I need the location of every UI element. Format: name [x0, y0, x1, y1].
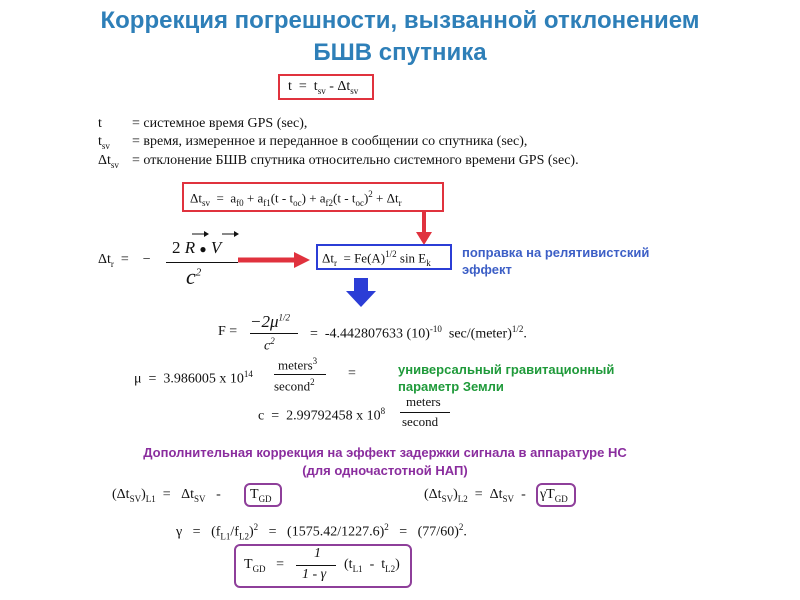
def-dtsv-text: = отклонение БШВ спутника относительно системного времени GPS (sec).	[132, 153, 579, 168]
L1-lhs: $(\Delta t_{SV})_{L1} = \Delta t_{SV}$ -	[112, 487, 221, 504]
note-relativistic-2: эффект	[462, 262, 512, 277]
note-mu-2: параметр Земли	[398, 379, 504, 394]
def-dtsv-symbol: $\Delta t_{sv}$	[98, 153, 119, 170]
mu-denominator: second$^2$	[274, 377, 315, 394]
arrow-down-blue-icon	[344, 278, 378, 308]
arrow-right-red-icon	[236, 250, 312, 270]
mu-lhs: μ = 3.986005 x $10^{14}$	[134, 369, 253, 387]
def-t-text: = системное время GPS (sec),	[132, 116, 308, 131]
title-line-2: БШВ спутника	[313, 39, 487, 66]
vector-arrows-icon	[188, 228, 248, 240]
L2-lhs: $(\Delta t_{SV})_{L2} = \Delta t_{SV}$ -	[424, 487, 526, 504]
tgd-denominator: 1 - γ	[302, 567, 327, 582]
F-rhs: = -4.442807633 $(10)^{-10}$ sec/(meter)$^{1/2}$.	[310, 324, 527, 342]
title-line-1: Коррекция погрешности, вызванной отклонением	[100, 7, 700, 34]
gamma-equation: $\gamma = (f_{L1}/f_{L2})^2 = (1575.42/1227.6)^2 = (77/60)^2$.	[176, 522, 467, 542]
dtr-numerator: 2 R ● V	[172, 238, 222, 257]
tgd-lhs: $T_{GD}$ =	[244, 557, 284, 574]
F-numerator: $-2\mu^{1/2}$	[250, 312, 291, 331]
mu-equals: =	[348, 366, 356, 381]
L2-gamma-tgd: $\gamma T_{GD}$	[540, 487, 568, 504]
c-fraction-line	[400, 412, 450, 413]
note-mu-1: универсальный гравитационный	[398, 362, 615, 377]
c-denominator: second	[402, 414, 439, 429]
F-denominator: $c^2$	[264, 336, 275, 354]
note-extra-1: Дополнительная коррекция на эффект задержки сигнала в аппаратуре НС	[143, 445, 627, 460]
clock-equation: $\Delta t_{sv} = a_{f0} + a_{f1}(t - t_{oc}) + a_{f2}(t - t_{oc})^2 + \Delta t_r$	[190, 189, 402, 208]
dtr-box-equation: $\Delta t_r = Fe(A)^{1/2}$ $\sin E_k$	[322, 249, 431, 268]
def-t-symbol: t	[98, 116, 102, 131]
note-extra-2: (для одночастотной НАП)	[302, 463, 468, 478]
c-numerator: meters	[406, 394, 441, 409]
arrow-down-red-icon	[414, 212, 434, 246]
F-fraction-line	[250, 333, 298, 334]
L1-tgd: $T_{GD}$	[250, 487, 272, 504]
dtr-lhs: $\Delta t_r$ = −	[98, 252, 151, 269]
note-relativistic-1: поправка на релятивистский	[462, 245, 650, 260]
c-lhs: c = 2.99792458 x $10^8$	[258, 406, 386, 424]
def-tsv-symbol: $t_{sv}$	[98, 134, 110, 151]
tgd-rhs: $(t_{L1} - t_{L2})$	[344, 557, 400, 574]
tgd-fraction-line	[296, 565, 336, 566]
mu-fraction-line	[274, 374, 326, 375]
time-equation: $t = t_{sv} - \Delta t_{sv}$	[288, 79, 359, 96]
F-lhs: F =	[218, 324, 238, 339]
def-tsv-text: = время, измеренное и переданное в сообщении со спутника (sec),	[132, 134, 528, 149]
dtr-denominator: $c^2$	[186, 264, 202, 289]
tgd-numerator: 1	[314, 546, 321, 561]
dtr-fraction-line	[166, 262, 238, 263]
mu-numerator: meters$^3$	[278, 356, 318, 373]
